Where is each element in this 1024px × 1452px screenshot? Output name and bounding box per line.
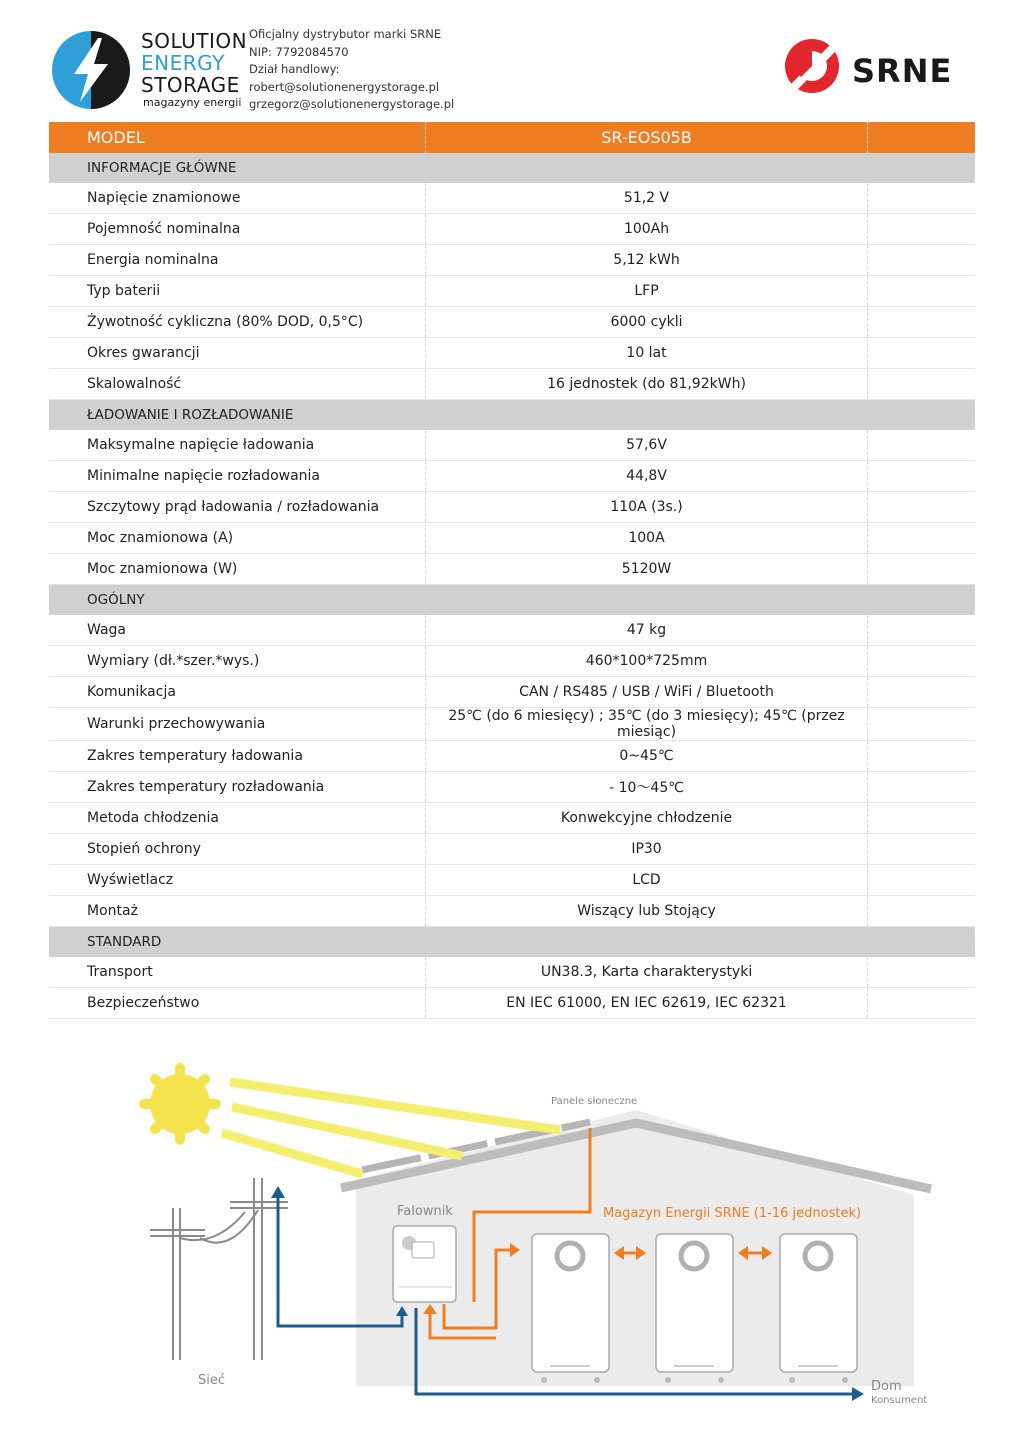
row-value: 5120W [426,554,868,585]
logo-line-1: SOLUTION [141,29,248,53]
logo-line-4: magazyny energii [143,96,242,109]
row-label: Moc znamionowa (A) [49,523,426,554]
contact-department: Dział handlowy: [249,62,340,76]
contact-nip: NIP: 7792084570 [249,44,349,59]
row-value: EN IEC 61000, EN IEC 62619, IEC 62321 [426,988,868,1019]
table-row [49,646,975,677]
consumer-label: Konsument [871,1395,928,1406]
logo-line-2: ENERGY [141,51,225,75]
table-row [49,772,975,803]
spec-table [49,122,975,1019]
row-label: Komunikacja [49,677,426,708]
row-label: Warunki przechowywania [49,708,426,741]
row-label: Bezpieczeństwo [49,988,426,1019]
table-row [49,803,975,834]
model-value: SR-EOS05B [426,122,868,153]
row-value: UN38.3, Karta charakterystyki [426,957,868,988]
sun-ray [230,1082,560,1130]
sun-icon [144,1068,216,1140]
row-value: - 10～45℃ [426,772,868,803]
section-header [49,153,975,183]
inverter-label: Falownik [397,1204,453,1219]
logo-line-3: STORAGE [141,73,240,97]
row-value: 25℃ (do 6 miesięcy) ; 35℃ (do 3 miesięcy); 45℃ (przez miesiąc) [426,708,868,741]
section-title: OGÓLNY [49,585,975,616]
table-row [49,677,975,708]
row-label: Maksymalne napięcie ładowania [49,430,426,461]
row-label: Stopień ochrony [49,834,426,865]
battery-unit-2 [656,1234,733,1383]
panels-label: Panele słoneczne [551,1096,638,1107]
row-label: Żywotność cykliczna (80% DOD, 0,5°C) [49,307,426,338]
inverter-icon [393,1226,456,1302]
row-value: CAN / RS485 / USB / WiFi / Bluetooth [426,677,868,708]
battery-unit-3 [780,1234,857,1383]
grid-poles-icon [150,1178,288,1360]
table-row [49,615,975,646]
section-title: ŁADOWANIE I ROZŁADOWANIE [49,400,975,431]
table-row [49,183,975,214]
row-label: Zakres temperatury rozładowania [49,772,426,803]
row-value: LCD [426,865,868,896]
table-row [49,430,975,461]
row-value: 100Ah [426,214,868,245]
section-header [49,585,975,616]
table-row [49,708,975,741]
table-row [49,461,975,492]
row-label: Skalowalność [49,369,426,400]
sun-ray [222,1133,362,1174]
row-label: Minimalne napięcie rozładowania [49,461,426,492]
section-header [49,400,975,431]
table-row [49,492,975,523]
section-header [49,927,975,958]
row-value: 100A [426,523,868,554]
model-label: MODEL [49,122,426,153]
company-logo-text [141,31,247,108]
table-row [49,276,975,307]
brand-name: SRNE [852,52,953,90]
contact-email-grzegorz[interactable]: grzegorz@solutionenergystorage.pl [249,97,455,111]
row-label: Szczytowy prąd ładowania / rozładowania [49,492,426,523]
row-value: 110A (3s.) [426,492,868,523]
row-value: IP30 [426,834,868,865]
row-value: 51,2 V [426,183,868,214]
row-value: 10 lat [426,338,868,369]
row-label: Transport [49,957,426,988]
row-value: 5,12 kWh [426,245,868,276]
row-value: 0~45℃ [426,741,868,772]
row-value: 6000 cykli [426,307,868,338]
row-label: Okres gwarancji [49,338,426,369]
table-row [49,865,975,896]
row-value: 47 kg [426,615,868,646]
table-row [49,988,975,1019]
storage-label: Magazyn Energii SRNE (1-16 jednostek) [603,1206,862,1221]
row-label: Wymiary (dł.*szer.*wys.) [49,646,426,677]
row-label: Waga [49,615,426,646]
table-row [49,338,975,369]
table-row [49,554,975,585]
table-row [49,896,975,927]
table-row [49,307,975,338]
contact-email-robert[interactable]: robert@solutionenergystorage.pl [249,79,440,94]
row-value: 460*100*725mm [426,646,868,677]
table-row [49,741,975,772]
row-label: Moc znamionowa (W) [49,554,426,585]
home-label: Dom [871,1379,902,1394]
battery-unit-1 [532,1234,609,1383]
section-title: STANDARD [49,927,975,958]
row-label: Energia nominalna [49,245,426,276]
grid-label: Sieć [198,1373,226,1388]
row-value: 57,6V [426,430,868,461]
table-row [49,523,975,554]
contact-distributor: Oficjalny dystrybutor marki SRNE [249,27,442,41]
row-label: Metoda chłodzenia [49,803,426,834]
lightning-logo-icon [50,30,132,110]
model-row [49,122,975,153]
row-value: Konwekcyjne chłodzenie [426,803,868,834]
table-row [49,214,975,245]
table-row [49,834,975,865]
arrow-head [852,1387,864,1401]
header [0,0,1024,120]
contact-info [249,26,454,114]
system-diagram [0,1050,1024,1448]
arrow-head [271,1186,285,1198]
row-label: Zakres temperatury ładowania [49,741,426,772]
row-value: 16 jednostek (do 81,92kWh) [426,369,868,400]
row-value: 44,8V [426,461,868,492]
row-label: Pojemność nominalna [49,214,426,245]
row-value: Wiszący lub Stojący [426,896,868,927]
row-value: LFP [426,276,868,307]
row-label: Wyświetlacz [49,865,426,896]
table-row [49,245,975,276]
row-label: Montaż [49,896,426,927]
table-row [49,369,975,400]
row-label: Napięcie znamionowe [49,183,426,214]
section-title: INFORMACJE GŁÓWNE [49,153,975,183]
table-row [49,957,975,988]
row-label: Typ baterii [49,276,426,307]
